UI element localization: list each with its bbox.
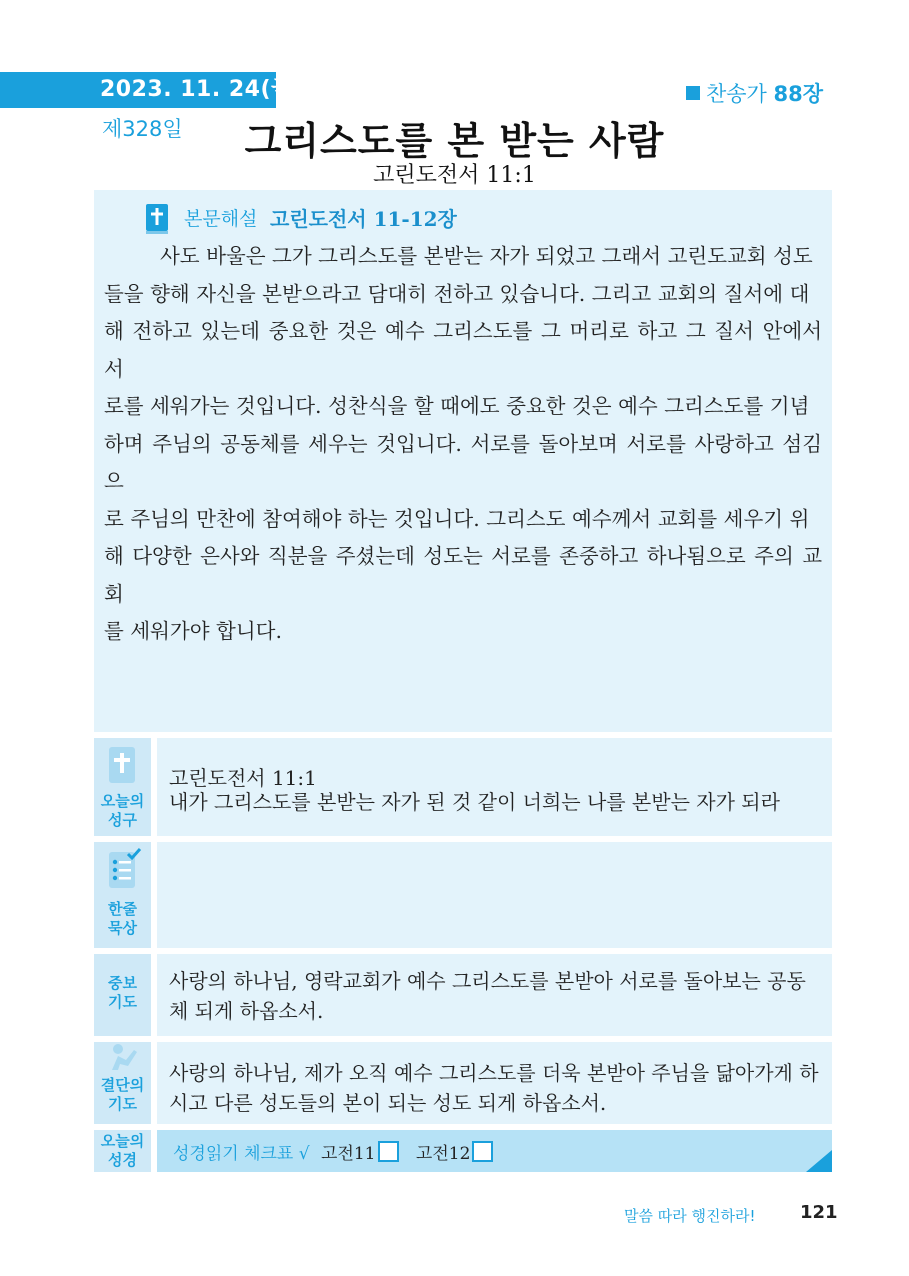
intercession-label-line1: 중보 bbox=[108, 974, 137, 992]
date-label: 2023. 11. 24(금) bbox=[100, 77, 304, 102]
page-number: 121 bbox=[800, 1202, 838, 1223]
bible-book-icon bbox=[108, 746, 136, 786]
verse-text: 내가 그리스도를 본받는 자가 된 것 같이 너희는 나를 본받는 자가 되라 bbox=[169, 790, 780, 814]
meditation-label-line2: 묵상 bbox=[108, 919, 137, 937]
resolution-label-line1: 결단의 bbox=[100, 1076, 145, 1094]
resolution-line: 사랑의 하나님, 제가 오직 예수 그리스도를 더욱 본받아 주님을 닮아가게 하 bbox=[169, 1061, 819, 1085]
reading-label-line1: 오늘의 bbox=[100, 1132, 145, 1150]
commentary-line: 로를 세워가는 것입니다. 성찬식을 할 때에도 중요한 것은 예수 그리스도를 기념 bbox=[104, 394, 810, 418]
square-bullet-icon bbox=[686, 86, 700, 100]
reading-item-label: 고전11 bbox=[321, 1144, 376, 1164]
reading-checkbox[interactable] bbox=[472, 1141, 493, 1162]
verse-label-cell bbox=[94, 738, 151, 836]
commentary-line: 해 다양한 은사와 직분을 주셨는데 성도는 서로를 존중하고 하나됨으로 주의 교회 bbox=[104, 544, 822, 606]
reading-checklist bbox=[173, 1139, 505, 1164]
intercession-label-cell bbox=[94, 954, 151, 1036]
page-title: 그리스도를 본 받는 사람 bbox=[244, 119, 665, 163]
hymn-number: 88장 bbox=[773, 82, 823, 106]
commentary-text bbox=[104, 238, 822, 651]
corner-fold-icon bbox=[806, 1150, 832, 1172]
commentary-line: 사도 바울은 그가 그리스도를 본받는 자가 되었고 그래서 고린도교회 성도 bbox=[160, 244, 813, 268]
hymn-reference bbox=[686, 78, 823, 108]
page-subtitle: 고린도전서 11:1 bbox=[373, 163, 536, 188]
intercession-label-line2: 기도 bbox=[108, 993, 137, 1011]
meditation-panel[interactable] bbox=[157, 842, 832, 948]
day-count: 제328일 bbox=[102, 117, 183, 141]
meditation-label-line1: 한줄 bbox=[108, 900, 137, 918]
verse-label-line2: 성구 bbox=[108, 811, 137, 829]
intercession-line: 체 되게 하옵소서. bbox=[169, 999, 324, 1023]
intercession-line: 사랑의 하나님, 영락교회가 예수 그리스도를 본받아 서로를 돌아보는 공동 bbox=[169, 969, 806, 993]
praying-person-icon bbox=[108, 1042, 140, 1072]
meditation-label-cell bbox=[94, 842, 151, 948]
reading-item-label: 고전12 bbox=[415, 1144, 471, 1164]
commentary-line: 를 세워가야 합니다. bbox=[104, 619, 282, 643]
commentary-line: 들을 향해 자신을 본받으라고 담대히 전하고 있습니다. 그리고 교회의 질서에 대 bbox=[104, 281, 810, 306]
commentary-line: 로 주님의 만찬에 참여해야 하는 것입니다. 그리스도 예수께서 교회를 세우기 위 bbox=[104, 506, 810, 531]
bible-cross-icon bbox=[146, 204, 168, 234]
resolution-label-cell bbox=[94, 1042, 151, 1124]
resolution-panel bbox=[157, 1042, 832, 1124]
checklist-label: 성경읽기 체크표 bbox=[173, 1144, 294, 1164]
footer-slogan: 말씀 따라 행진하라! bbox=[624, 1207, 756, 1225]
commentary-line: 해 전하고 있는데 중요한 것은 예수 그리스도를 그 머리로 하고 그 질서 안에서 서 bbox=[104, 319, 822, 381]
verse-label-line1: 오늘의 bbox=[100, 792, 145, 810]
resolution-line: 시고 다른 성도들의 본이 되는 성도 되게 하옵소서. bbox=[169, 1091, 607, 1115]
resolution-label-line2: 기도 bbox=[108, 1095, 137, 1113]
commentary-reference: 고린도전서 11-12장 bbox=[270, 207, 457, 231]
intercession-panel bbox=[157, 954, 832, 1036]
reading-checkbox[interactable] bbox=[378, 1141, 399, 1162]
commentary-line: 하며 주님의 공동체를 세우는 것입니다. 서로를 돌아보며 서로를 사랑하고 섬김으 bbox=[104, 431, 822, 493]
reading-checklist-bar bbox=[157, 1130, 832, 1172]
commentary-label: 본문해설 bbox=[184, 208, 258, 230]
check-mark-icon: √ bbox=[298, 1144, 310, 1164]
checklist-icon bbox=[106, 848, 142, 892]
verse-reference: 고린도전서 11:1 bbox=[169, 766, 317, 790]
reading-label-line2: 성경 bbox=[108, 1151, 137, 1169]
hymn-label: 찬송가 bbox=[705, 82, 767, 106]
reading-label-cell bbox=[94, 1130, 151, 1172]
verse-panel bbox=[157, 738, 832, 836]
